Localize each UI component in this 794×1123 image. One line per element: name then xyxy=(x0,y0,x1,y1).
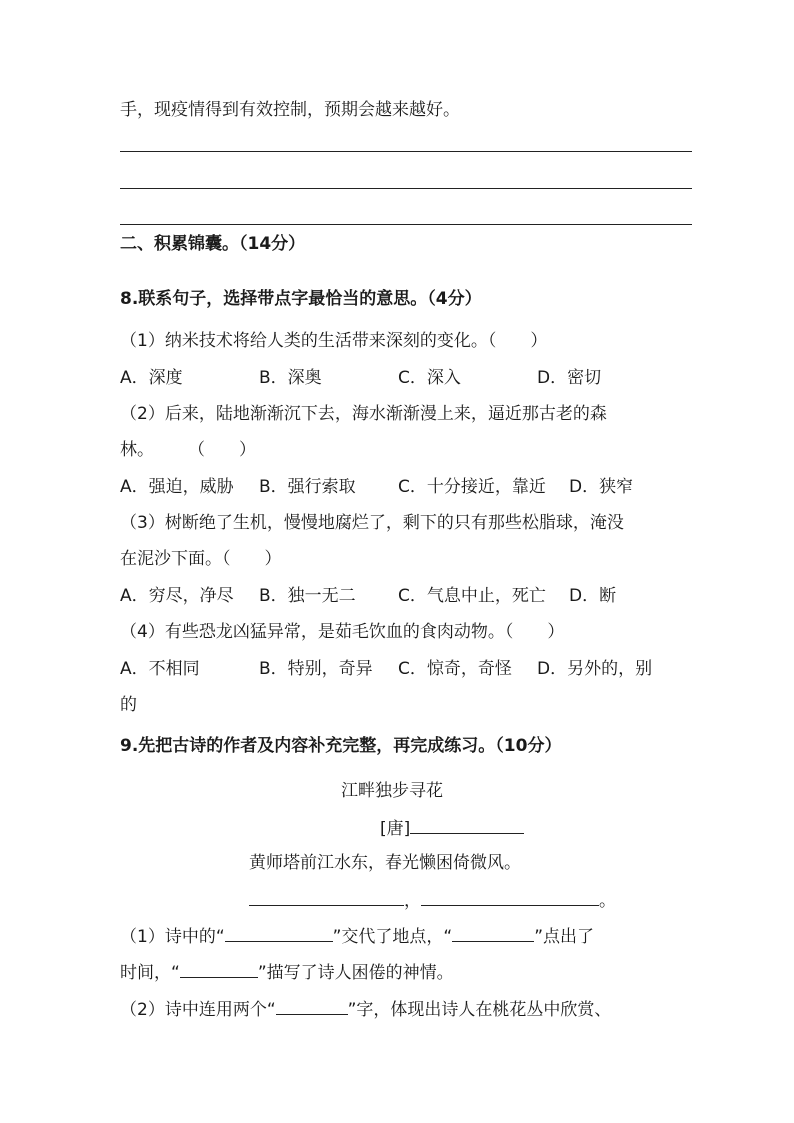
q9-sub2-a: （2）诗中连用两个“ xyxy=(120,1000,276,1020)
answer-line-1[interactable] xyxy=(120,151,692,152)
poem-period: 。 xyxy=(599,891,616,911)
q8-item4-option-b[interactable]: B．特别，奇异 xyxy=(259,659,373,679)
poem-author-blank[interactable] xyxy=(410,817,524,834)
q8-item1-stem: （1）纳米技术将给人类的生活带来深刻的变化。（ ） xyxy=(120,331,548,351)
poem-comma: ， xyxy=(404,891,421,911)
q8-heading: 8.联系句子，选择带点字最恰当的意思。（4分） xyxy=(120,289,482,309)
q8-item3-stem-line1: （3）树断绝了生机，慢慢地腐烂了，剩下的只有那些松脂球，淹没 xyxy=(120,513,624,533)
q9-sub1-blank-place[interactable] xyxy=(225,925,333,942)
q8-item3-option-a[interactable]: A．穷尽，净尽 xyxy=(120,586,234,606)
q8-item2-option-b[interactable]: B．强行索取 xyxy=(259,477,356,497)
poem-blank-2[interactable] xyxy=(421,889,599,906)
q9-sub2-blank[interactable] xyxy=(276,998,348,1015)
answer-line-2[interactable] xyxy=(120,188,692,189)
poem-dynasty: [唐] xyxy=(380,819,411,839)
poem-title: 江畔独步寻花 xyxy=(341,781,443,801)
q8-item4-option-d[interactable]: D．另外的，别 xyxy=(537,659,653,679)
q9-sub2-b: ”字，体现出诗人在桃花丛中欣赏、 xyxy=(347,1000,612,1020)
q8-item3-stem-line2: 在泥沙下面。（ ） xyxy=(120,549,282,569)
q9-sub1-a: （1）诗中的“ xyxy=(120,927,225,947)
q9-sub2-line1 xyxy=(120,998,611,1021)
q8-item3-option-b[interactable]: B．独一无二 xyxy=(259,586,356,606)
q9-sub1-line2 xyxy=(120,961,454,984)
q8-item4-stem: （4）有些恐龙凶猛异常，是茹毛饮血的食肉动物。（ ） xyxy=(120,622,565,642)
q9-sub1-blank-mood[interactable] xyxy=(180,961,258,978)
q8-item3-option-d[interactable]: D．断 xyxy=(569,586,617,606)
q9-sub1-d: 时间，“ xyxy=(120,963,180,983)
poem-author-line xyxy=(380,817,524,840)
q8-item4-option-a[interactable]: A．不相同 xyxy=(120,659,200,679)
q8-item1-option-d[interactable]: D．密切 xyxy=(537,368,602,388)
q8-item2-option-d[interactable]: D．狭窄 xyxy=(569,477,634,497)
q8-item1-option-b[interactable]: B．深奥 xyxy=(259,368,322,388)
q9-sub1-b: ”交代了地点，“ xyxy=(332,927,453,947)
section2-heading: 二、积累锦囊。（14分） xyxy=(120,234,306,254)
q8-item4-option-c[interactable]: C．惊奇，奇怪 xyxy=(398,659,512,679)
q8-item2-option-a[interactable]: A．强迫，威胁 xyxy=(120,477,234,497)
q9-sub1-c: ”点出了 xyxy=(534,927,595,947)
q9-sub1-e: ”描写了诗人困倦的神情。 xyxy=(257,963,454,983)
answer-line-3[interactable] xyxy=(120,224,692,225)
q9-sub1-blank-time[interactable] xyxy=(452,925,534,942)
poem-blank-1[interactable] xyxy=(249,889,404,906)
q9-sub1-line1 xyxy=(120,925,594,948)
q8-item4-option-wrap: 的 xyxy=(120,695,137,715)
poem-line2 xyxy=(249,889,616,912)
q8-item1-option-c[interactable]: C．深入 xyxy=(398,368,461,388)
poem-line1: 黄师塔前江水东，春光懒困倚微风。 xyxy=(249,853,521,873)
q8-item3-option-c[interactable]: C．气息中止，死亡 xyxy=(398,586,546,606)
q8-item2-stem-line1: （2）后来，陆地渐渐沉下去，海水渐渐漫上来，逼近那古老的森 xyxy=(120,404,607,424)
q8-item2-stem-line2: 林。 （ ） xyxy=(120,440,256,460)
q8-item1-option-a[interactable]: A．深度 xyxy=(120,368,183,388)
top-line: 手，现疫情得到有效控制，预期会越来越好。 xyxy=(120,100,460,120)
q8-item2-option-c[interactable]: C．十分接近，靠近 xyxy=(398,477,546,497)
q9-heading: 9.先把古诗的作者及内容补充完整，再完成练习。（10分） xyxy=(120,736,562,756)
